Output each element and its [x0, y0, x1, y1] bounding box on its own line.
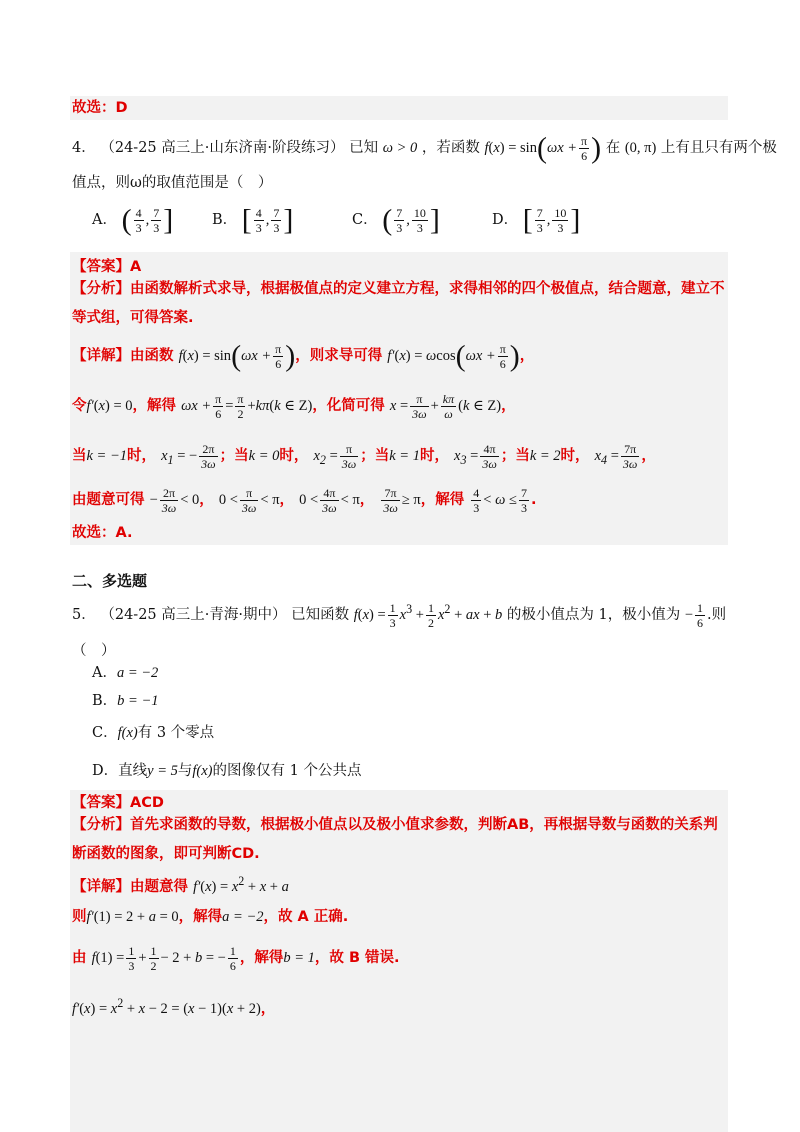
question-5-stem: 5． （24-25 高三上·青海·期中） 已知函数 f(x) = $\frac{1}{3}$ $x^3$ + $\frac{1}{2}$ $x^2$ + ax + b 的极小值点为 1，极小值为 − $\frac{1}{6}$ .则: [72, 601, 727, 630]
question-4-stem-line2: 值点，则ω的取值范围是（ ）: [72, 175, 273, 191]
detail-line-4: $f'(x) = x^2 + x - 2 = (x - 1)(x + 2)$，: [72, 996, 276, 1017]
answer-label: 【答案】A: [72, 259, 142, 275]
omega-condition: ω > 0: [382, 139, 418, 156]
detail-line-2: 则f′(1) = 2 + a = 0，解得a = −2，故 A 正确.: [72, 909, 349, 925]
detail-line-3: 由 f(1) = $\frac{1}{3}$ + $\frac{1}{2}$ − 2 + b = − $\frac{1}{6}$ ，解得b = 1，故 B 错误.: [72, 944, 400, 973]
option-d[interactable]: D． [ $\frac{7}{3}$ , $\frac{10}{3}$ ]: [492, 203, 581, 237]
answer-band-top: [70, 96, 728, 120]
option-a[interactable]: A．a = −2: [92, 665, 159, 681]
option-a[interactable]: A． ( $\frac{4}{3}$ , $\frac{7}{3}$ ]: [92, 203, 174, 237]
option-d[interactable]: D．直线y = 5与f(x)的图像仅有 1 个公共点: [92, 763, 362, 779]
interval: (0, π): [624, 139, 657, 156]
question-source: （24-25 高三上·山东济南·阶段练习）: [100, 139, 345, 156]
answer-label: 【答案】ACD: [72, 795, 164, 811]
section-heading: 二、多选题: [72, 572, 148, 590]
analysis-text: 【分析】首先求函数的导数，根据极小值点以及极小值求参数，判断AB，再根据导数与函数的关系判断函数的图象，即可判断CD.: [72, 817, 718, 862]
function-expression: f(x) = sin(ωx + $\frac{\pi}{6}$ ): [484, 131, 602, 165]
answer-choice-d: 故选：D: [72, 100, 128, 116]
choose-line: 故选：A.: [72, 525, 133, 541]
question-source: （24-25 高三上·青海·期中）: [100, 606, 287, 623]
option-b[interactable]: B． [ $\frac{4}{3}$ , $\frac{7}{3}$ ]: [212, 203, 294, 237]
detail-line-4: 由题意可得 − $\frac{2\pi}{3\omega}$ < 0， 0 < $\frac{\pi}{3\omega}$ < π， 0 < $\frac{4\pi}{3\omega}$ < π， $\frac{7\pi}{3\omega}$ ≥ π，解得 $\frac{4}{3}$ < ω ≤ $\frac{7}{3}$ .: [72, 486, 537, 515]
detail-line-2: 令f′(x) = 0，解得 ωx + $\frac{\pi}{6}$ = $\frac{\pi}{2}$ +kπ(k ∈ Z)，化简可得 x = $\frac{\pi}{3\omega}$ + $\frac{k\pi}{\omega}$ (k ∈ Z)，: [72, 392, 516, 421]
question-5-paren: （ ）: [72, 643, 116, 659]
detail-line-3: 当k = −1时， $x_1$ = − $\frac{2\pi}{3\omega}$ ；当k = 0时， $x_2$ = $\frac{\pi}{3\omega}$ ；当k = 1时， $x_3$ = $\frac{4\pi}{3\omega}$ ；当k = 2时， $x_4$ = $\frac{7\pi}{3\omega}$ ，: [72, 442, 656, 471]
option-c[interactable]: C．f(x)有 3 个零点: [92, 725, 215, 741]
question-number: 4．: [72, 139, 96, 156]
question-4-stem: 4． （24-25 高三上·山东济南·阶段练习） 已知 ω > 0 ，若函数 f(x) = sin(ωx + $\frac{\pi}{6}$ ) 在 (0, π) 上有且只有两个极: [72, 131, 777, 165]
option-b[interactable]: B．b = −1: [92, 693, 159, 709]
analysis-text: 【分析】由函数解析式求导，根据极值点的定义建立方程，求得相邻的四个极值点，结合题意，建立不等式组，可得答案.: [72, 281, 725, 326]
detail-line-1: 【详解】由题意得 $f'(x) = x^2 + x + a$: [72, 874, 289, 895]
question-number: 5．: [72, 606, 96, 623]
option-c[interactable]: C． ( $\frac{7}{3}$ , $\frac{10}{3}$ ]: [352, 203, 440, 237]
detail-line-1: 【详解】由函数 f(x) = sin(ωx + $\frac{\pi}{6}$ )，则求导可得 f′(x) = ωcos(ωx + $\frac{\pi}{6}$ )，: [72, 339, 535, 373]
